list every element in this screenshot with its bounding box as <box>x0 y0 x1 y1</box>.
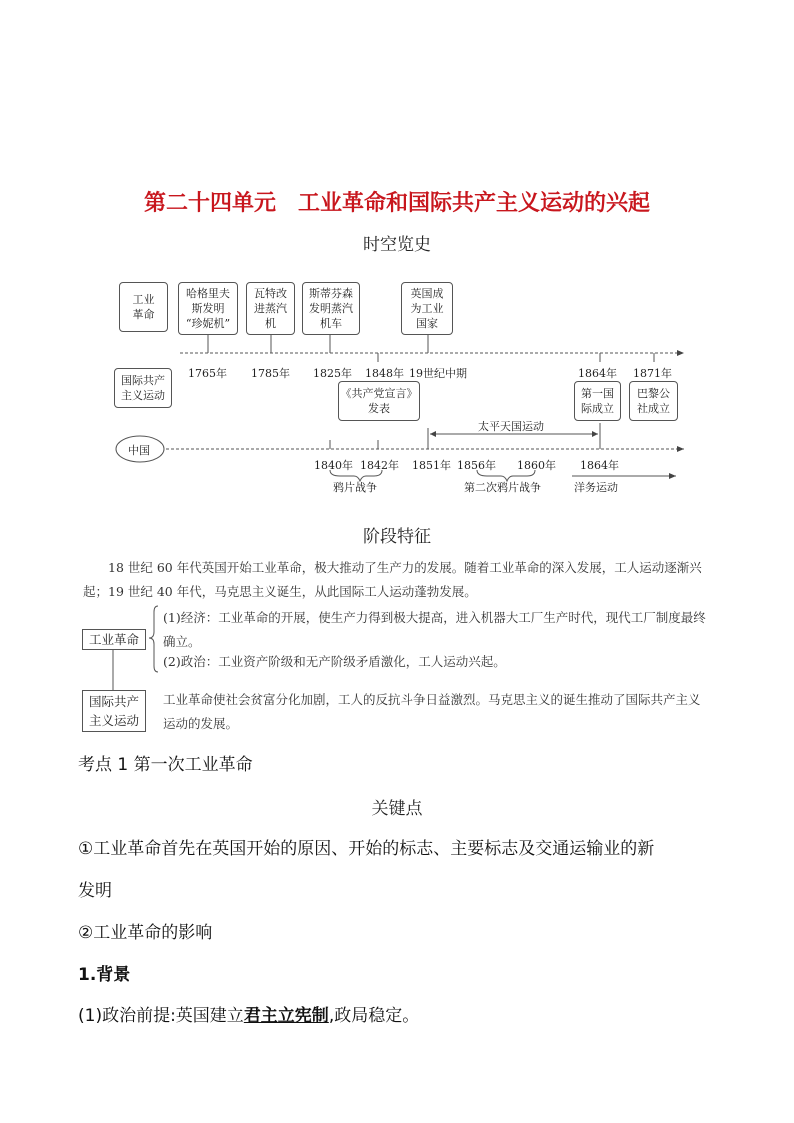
opium-war-label: 鸦片战争 <box>333 481 377 494</box>
features-heading: 阶段特征 <box>363 527 431 547</box>
year-1848: 1848年 <box>365 367 404 380</box>
taiping-label: 太平天国运动 <box>478 420 544 433</box>
features-box-international: 国际共产 主义运动 <box>82 690 146 732</box>
year-1842: 1842年 <box>360 459 399 472</box>
features-economy: (1)经济：工业革命的开展，使生产力得到极大提高，进入机器大工厂生产时代，现代工厂制度最终确立。 <box>163 610 706 649</box>
event-britain-industrial: 英国成 为工业 国家 <box>401 282 453 335</box>
key-point-2: ②工业革命的影响 <box>78 923 213 943</box>
year-1856: 1856年 <box>457 459 496 472</box>
features-international: 工业革命使社会贫富分化加剧，工人的反抗斗争日益激烈。马克思主义的诞生推动了国际共产主义运动的发展。 <box>163 692 701 731</box>
event-hargreaves: 哈格里夫 斯发明 “珍妮机” <box>178 282 238 335</box>
year-1871: 1871年 <box>633 367 672 380</box>
features-politics: (2)政治：工业资产阶级和无产阶级矛盾激化，工人运动兴起。 <box>163 654 506 669</box>
page-title: 第二十四单元 工业革命和国际共产主义运动的兴起 <box>143 191 650 216</box>
background-1-emphasis: 君主立宪制 <box>243 1006 329 1026</box>
features-intro: 18 世纪 60 年代英国开始工业革命，极大推动了生产力的发展。随着工业革命的深入发展，工人运动逐渐兴起；19 世纪 40 年代，马克思主义诞生，从此国际工人运动蓬勃发展。 <box>83 560 702 599</box>
kaodian-heading: 考点 1 第一次工业革命 <box>78 755 253 775</box>
event-first-international: 第一国 际成立 <box>574 381 621 421</box>
year-1864-world: 1864年 <box>578 367 617 380</box>
event-paris-commune: 巴黎公 社成立 <box>629 381 678 421</box>
background-1-suffix: ,政局稳定。 <box>328 1006 420 1026</box>
background-1-prefix: (1)政治前提:英国建立 <box>78 1006 244 1026</box>
second-opium-war-label: 第二次鸦片战争 <box>464 481 541 494</box>
event-watt: 瓦特改 进蒸汽 机 <box>246 282 295 335</box>
year-1825: 1825年 <box>313 367 352 380</box>
year-1860: 1860年 <box>517 459 556 472</box>
westernization-label: 洋务运动 <box>574 481 618 494</box>
year-1851: 1851年 <box>412 459 451 472</box>
year-1765: 1765年 <box>188 367 227 380</box>
key-points-heading: 关键点 <box>371 799 423 819</box>
timeline-label-industry: 工业 革命 <box>119 282 168 332</box>
year-1840: 1840年 <box>314 459 353 472</box>
features-box-industry: 工业革命 <box>82 629 146 650</box>
background-item-1 <box>78 1001 419 1026</box>
overview-heading: 时空览史 <box>363 235 431 255</box>
timeline-label-china: 中国 <box>128 444 150 457</box>
year-1864-china: 1864年 <box>580 459 619 472</box>
key-point-1b: 发明 <box>78 881 112 901</box>
event-communist-manifesto: 《共产党宣言》 发表 <box>338 381 420 421</box>
section-background: 1.背景 <box>78 965 131 985</box>
year-19th-century: 19世纪中期 <box>409 367 467 380</box>
key-point-1a: ①工业革命首先在英国开始的原因、开始的标志、主要标志及交通运输业的新 <box>78 839 655 859</box>
timeline-label-international: 国际共产 主义运动 <box>114 368 172 408</box>
features-brace-icon <box>148 604 160 676</box>
year-1785: 1785年 <box>251 367 290 380</box>
event-stephenson: 斯蒂芬森 发明蒸汽 机车 <box>302 282 360 335</box>
